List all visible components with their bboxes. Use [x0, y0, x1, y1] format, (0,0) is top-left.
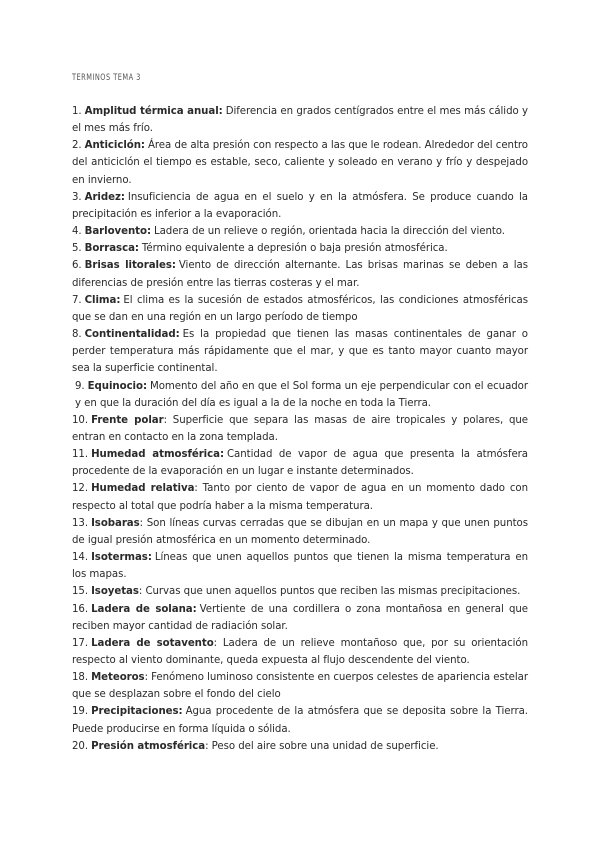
- term-number: 5.: [72, 243, 82, 255]
- term-name: Amplitud térmica anual:: [84, 106, 223, 117]
- term-definition: : Ladera de un relieve montañoso que, por su orientación respecto al viento dominante, queda expuesta al flujo descendente del viento.: [72, 637, 529, 666]
- term-number: 6.: [72, 260, 82, 272]
- term-item: [72, 103, 528, 137]
- term-number: 17.: [72, 637, 89, 649]
- term-item: [72, 240, 528, 257]
- term-definition: : Peso del aire sobre una unidad de superficie.: [205, 740, 439, 752]
- term-item: [72, 137, 528, 188]
- term-number: 18.: [72, 672, 89, 684]
- term-number: 13.: [72, 517, 89, 529]
- term-name: Precipitaciones:: [91, 706, 183, 718]
- term-definition: : Curvas que unen aquellos puntos que reciben las mismas precipitaciones.: [138, 586, 521, 598]
- term-number: 10.: [72, 414, 89, 426]
- term-definition: Insuficiencia de agua en el suelo y en la atmósfera. Se produce cuando la precipitación es inferior a la evaporación.: [72, 191, 528, 220]
- term-name: Isotermas:: [91, 552, 152, 564]
- term-name: Equinocio:: [87, 380, 147, 392]
- term-definition: El clima es la sucesión de estados atmosféricos, las condiciones atmosféricas que se dan en una región en un largo período de tiempo: [72, 294, 528, 323]
- term-item: [72, 189, 528, 223]
- term-item: [72, 326, 528, 377]
- term-definition: Diferencia en grados centígrados entre el mes más cálido y el mes más frío.: [72, 106, 528, 135]
- term-definition: Área de alta presión con respecto a las que le rodean. Alrededor del centro del anticiclón el tiempo es estable, seco, caliente y soleado en verano y frío y despejado en invierno.: [72, 140, 528, 186]
- term-name: Brisas litorales:: [84, 260, 176, 272]
- term-definition: Es la propiedad que tienen las masas continentales de ganar o perder temperatura más rápidamente que el mar, y que es tanto mayor cuanto mayor sea la superficie continental.: [72, 329, 528, 375]
- term-name: Ladera de solana:: [91, 603, 197, 615]
- terms-list: [72, 103, 528, 755]
- term-item: [72, 669, 528, 703]
- term-number: 1.: [72, 106, 82, 117]
- term-definition: Líneas que unen aquellos puntos que tienen la misma temperatura en los mapas.: [72, 552, 528, 581]
- term-name: Humedad relativa: [91, 483, 195, 495]
- term-number: 8.: [72, 329, 82, 341]
- term-name: Barlovento:: [84, 226, 151, 238]
- term-definition: Vertiente de una cordillera o zona montañosa en general que reciben mayor cantidad de radiación solar.: [72, 603, 528, 632]
- term-definition: Momento del año en que el Sol forma un eje perpendicular con el ecuador y en que la duración del día es igual a la de la noche en toda la Tierra.: [75, 380, 528, 409]
- term-definition: Ladera de un relieve o región, orientada hacia la dirección del viento.: [153, 226, 505, 238]
- term-item: [72, 738, 528, 755]
- term-definition: Agua procedente de la atmósfera que se deposita sobre la Tierra. Puede producirse en forma líquida o sólida.: [72, 706, 528, 735]
- term-number: 14.: [72, 552, 89, 564]
- term-number: 15.: [72, 586, 89, 598]
- term-number: 9.: [75, 380, 85, 392]
- term-definition: : Fenómeno luminoso consistente en cuerpos celestes de apariencia estelar que se desplazan sobre el fondo del cielo: [72, 672, 528, 701]
- term-name: Meteoros: [91, 672, 145, 684]
- term-item: [72, 412, 528, 446]
- term-item: [72, 257, 528, 291]
- term-item: [72, 703, 528, 737]
- term-name: Borrasca:: [84, 243, 139, 255]
- term-name: Frente polar: [91, 414, 164, 426]
- term-definition: : Superficie que separa las masas de aire tropicales y polares, que entran en contacto en la zona templada.: [72, 414, 528, 443]
- term-definition: Término equivalente a depresión o baja presión atmosférica.: [141, 243, 448, 255]
- term-number: 16.: [72, 603, 89, 615]
- term-name: Presión atmosférica: [91, 740, 206, 752]
- term-item: [72, 378, 528, 412]
- term-number: 11.: [72, 449, 89, 461]
- term-number: 4.: [72, 226, 82, 238]
- term-definition: Cantidad de vapor de agua que presenta la atmósfera procedente de la evaporación en un lugar e instante determinados.: [72, 449, 528, 478]
- term-number: 7.: [72, 294, 82, 306]
- term-number: 3.: [72, 191, 82, 203]
- document-header: TERMINOS TEMA 3: [72, 73, 141, 83]
- term-item: [72, 601, 528, 635]
- term-number: 19.: [72, 706, 89, 718]
- term-name: Aridez:: [84, 191, 125, 203]
- term-item: [72, 635, 528, 669]
- term-definition: : Tanto por ciento de vapor de agua en un momento dado con respecto al total que podría haber a la misma temperatura.: [72, 483, 528, 512]
- term-name: Ladera de sotavento: [91, 637, 214, 649]
- term-name: Isoyetas: [91, 586, 139, 598]
- term-number: 20.: [72, 740, 89, 752]
- term-definition: Viento de dirección alternante. Las brisas marinas se deben a las diferencias de presión entre las tierras costeras y el mar.: [72, 260, 528, 289]
- term-item: [72, 223, 528, 240]
- term-name: Continentalidad:: [84, 329, 180, 341]
- term-item: [72, 515, 528, 549]
- term-name: Clima:: [84, 294, 121, 306]
- term-name: Humedad atmosférica:: [91, 449, 224, 461]
- term-number: 2.: [72, 140, 82, 152]
- term-name: Isobaras: [91, 517, 140, 529]
- term-name: Anticiclón:: [84, 140, 145, 152]
- term-item: [72, 292, 528, 326]
- term-definition: : Son líneas curvas cerradas que se dibujan en un mapa y que unen puntos de igual presión atmosférica en un momento determinado.: [72, 517, 528, 546]
- term-item: [72, 480, 528, 514]
- term-number: 12.: [72, 483, 89, 495]
- term-item: [72, 446, 528, 480]
- term-item: [72, 549, 528, 583]
- term-item: [72, 583, 528, 600]
